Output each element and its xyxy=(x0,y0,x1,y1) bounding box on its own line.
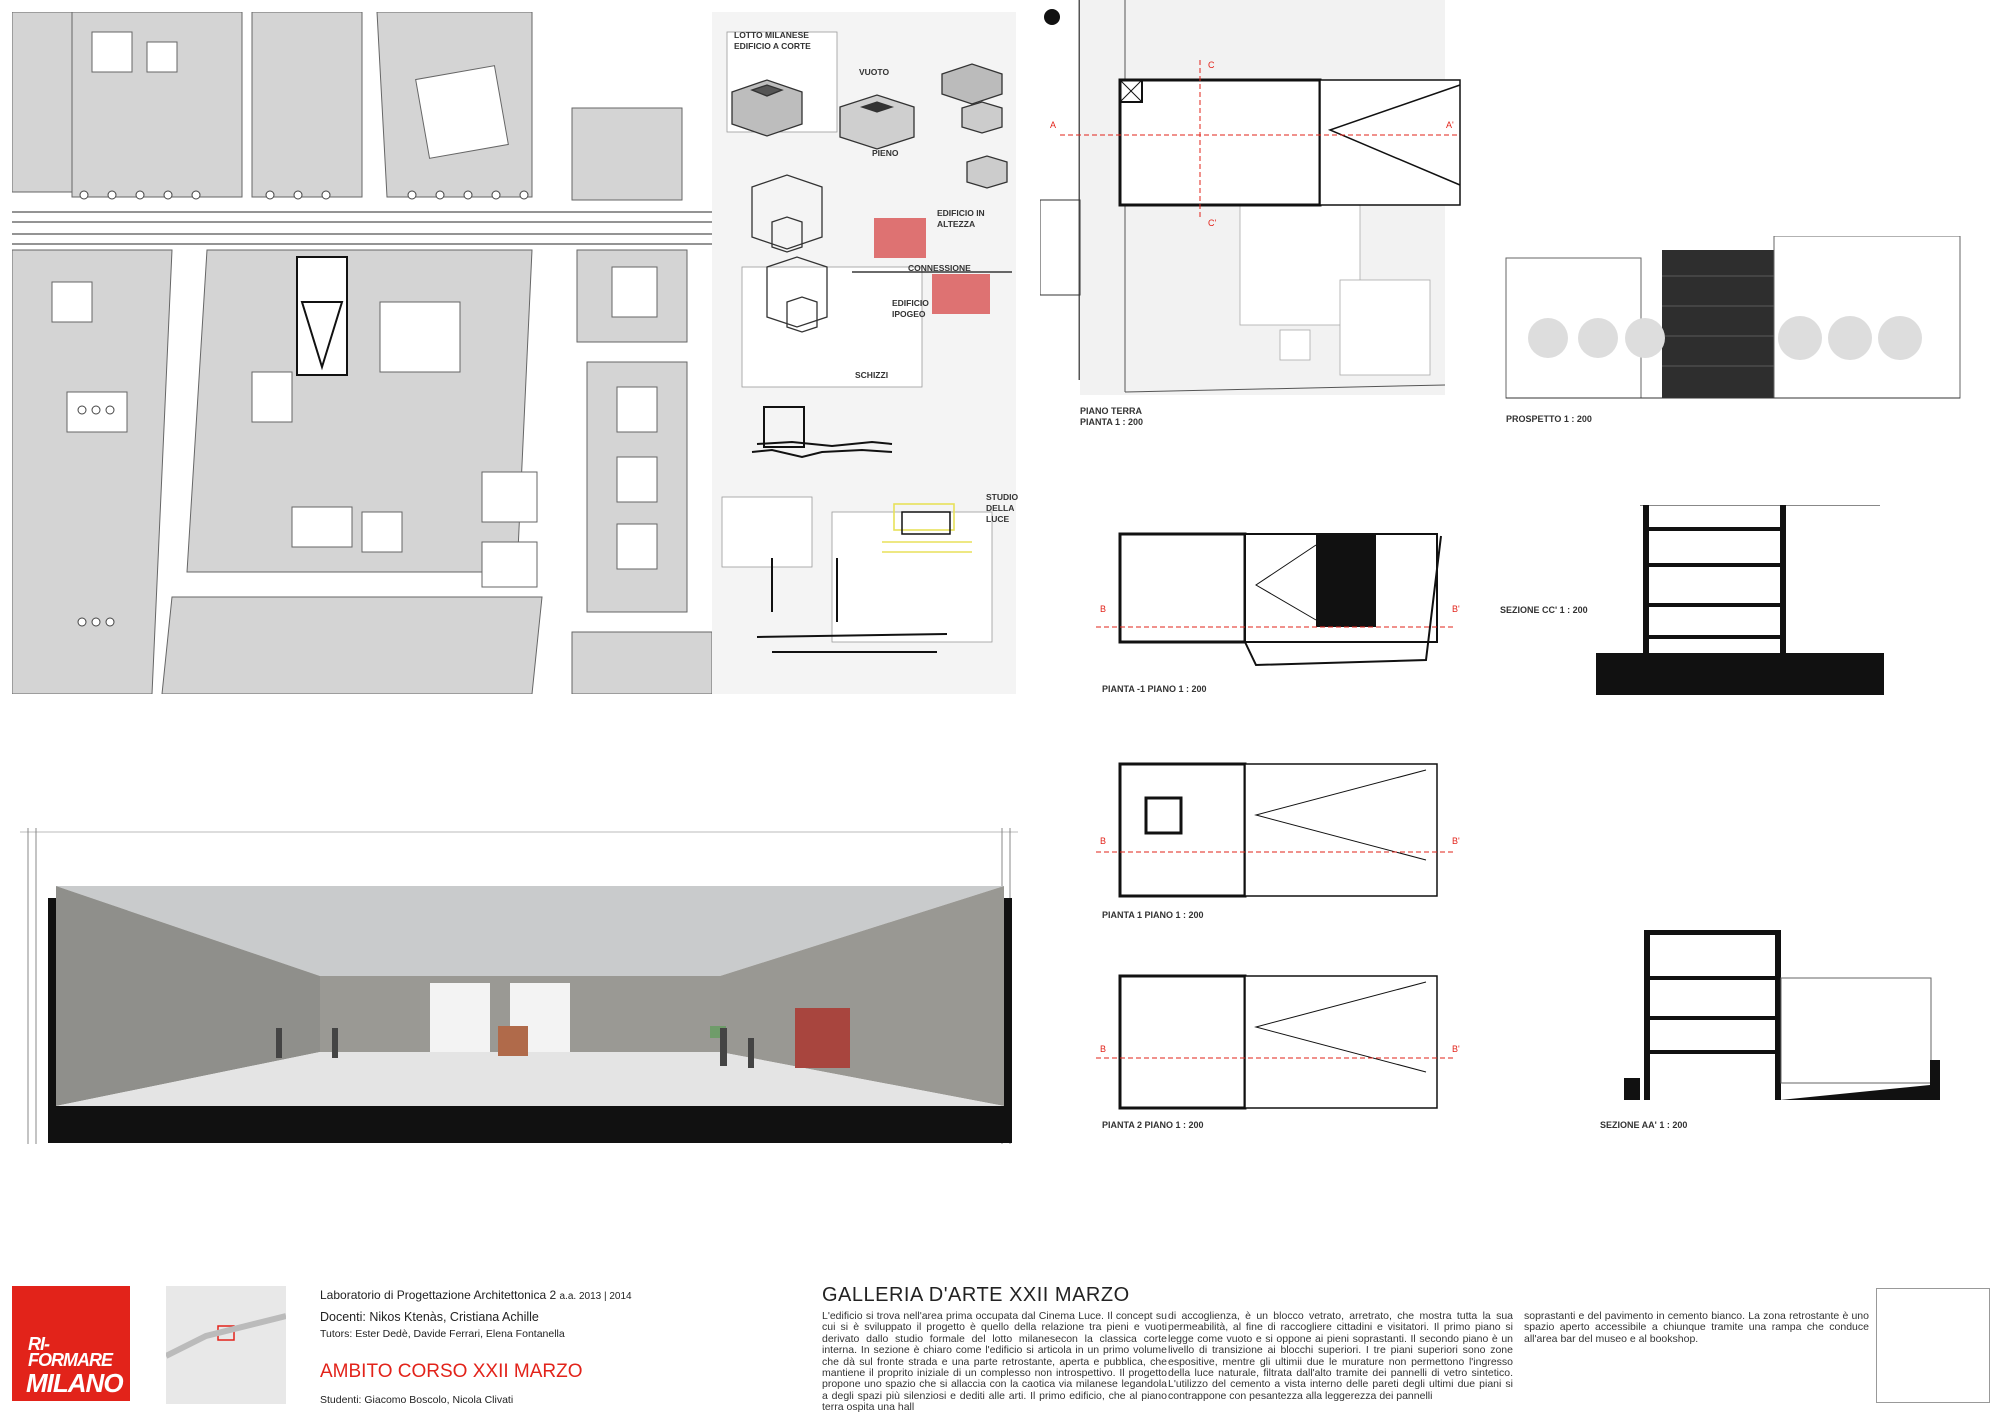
mark-b-2: B xyxy=(1100,1044,1107,1054)
project-title: GALLERIA D'ARTE XXII MARZO xyxy=(822,1284,1130,1306)
label-altezza: EDIFICIO IN ALTEZZA xyxy=(937,208,985,229)
caption-pianta-1: PIANTA 1 PIANO 1 : 200 xyxy=(1102,910,1204,920)
mark-a: A xyxy=(1050,120,1057,130)
label-vuoto: VUOTO xyxy=(859,67,890,77)
empty-stamp-box xyxy=(1876,1288,1990,1403)
mark-b-1: B xyxy=(1100,836,1107,846)
mark-b2-m1: B' xyxy=(1452,604,1460,614)
ambito-title: AMBITO CORSO XXII MARZO xyxy=(320,1361,583,1382)
caption-piano-terra: PIANO TERRA PIANTA 1 : 200 xyxy=(1080,406,1144,427)
site-plan-drawing xyxy=(12,12,1019,694)
description-column-1: L'edificio si trova nell'area prima occupata dal Cinema Luce. Il concept su cui si è sviluppato il progetto è quello della relazione tra pieni e vuoti derivato dallo studio formale del lotto milanesecon la classica corte interna. In sezione è chiaro come l'edificio si articola in un primo volume che dà sul fronte strada e una parte retrostante, aperta e pubblica, che mantiene il proprito iniziale di un complesso non introspettivo. Il progetto propone uno spazio che si allaccia con la caotica via milanese legandola a degli spazi più silenziosi e dediti alle arti. Il primo edificio, che al piano terra ospita una hall xyxy=(822,1310,1167,1414)
label-studio: STUDIO DELLA LUCE xyxy=(986,492,1019,524)
label-schizzi: SCHIZZI xyxy=(855,370,889,380)
course-name: Laboratorio di Progettazione Architettonica 2 xyxy=(320,1288,557,1302)
logo-line-2: FORMARE xyxy=(28,1350,112,1370)
logo-line-3: MILANO xyxy=(26,1368,123,1398)
label-connessione: CONNESSIONE xyxy=(908,263,971,273)
riformare-milano-logo xyxy=(12,1286,130,1401)
label-ipogeo: EDIFICIO IPOGEO xyxy=(892,298,929,319)
mark-b-m1: B xyxy=(1100,604,1107,614)
interior-render xyxy=(20,828,1018,1144)
mark-b2-2: B' xyxy=(1452,1044,1460,1054)
course-line xyxy=(320,1288,632,1302)
academic-year: a.a. 2013 | 2014 xyxy=(559,1291,632,1302)
elevation-drawing xyxy=(1500,236,1962,436)
plan-ground-floor xyxy=(1040,0,1470,440)
docenti: Docenti: Nikos Ktenàs, Cristiana Achille xyxy=(320,1310,539,1324)
mark-b2-1: B' xyxy=(1452,836,1460,846)
caption-sezione-cc: SEZIONE CC' 1 : 200 xyxy=(1500,605,1588,615)
mark-c: C xyxy=(1208,60,1215,70)
caption-prospetto: PROSPETTO 1 : 200 xyxy=(1506,414,1592,424)
urban-site-map xyxy=(12,12,1019,694)
description-column-2: di accoglienza, è un blocco vetrato, arretrato, che mostra tutta la sua permeabilità, al fine di raccogliere cittadini e visitatori. Il primo piano si legge come vuoto e si oppone ai pieni soprastanti. Il secondo piano è un livello di transizione ai blocchi superiori. I tre piani superiori sono zone espositive, mentre gli ultimii due le murature non permettono l'ingresso della luce naturale, filtrata dall'alto tramite dei pannelli di vetro sintetico. L'utilizzo del cemento a vista interno delle pareti degli ultimi due piani si contrappone con pesantezza alla leggerezza dei pannelli xyxy=(1168,1310,1513,1402)
students: Studenti: Giacomo Boscolo, Nicola Clivati xyxy=(320,1394,514,1406)
caption-sezione-aa: SEZIONE AA' 1 : 200 xyxy=(1600,1120,1688,1130)
section-aa xyxy=(1600,920,1960,1130)
mark-a2: A' xyxy=(1446,120,1454,130)
plan-basement xyxy=(1096,530,1466,700)
caption-pianta-m1: PIANTA -1 PIANO 1 : 200 xyxy=(1102,684,1207,694)
description-column-3: soprastanti e del pavimento in cemento bianco. La zona retrostante è uno spazio aperto accessibile a chiunque tramite una rampa che conduce all'area bar del museo e al bookshop. xyxy=(1524,1310,1869,1345)
label-pieno: PIENO xyxy=(872,148,899,158)
section-cc xyxy=(1500,505,1900,695)
caption-pianta-2: PIANTA 2 PIANO 1 : 200 xyxy=(1102,1120,1204,1130)
location-thumbnail-map xyxy=(166,1286,286,1404)
plan-second-floor xyxy=(1096,972,1466,1134)
tutors: Tutors: Ester Dedè, Davide Ferrari, Elena Fontanella xyxy=(320,1328,565,1340)
mark-c2: C' xyxy=(1208,218,1217,228)
plan-first-floor xyxy=(1096,760,1466,922)
logo-line-1: RI- xyxy=(28,1334,49,1354)
label-lotto: LOTTO MILANESE EDIFICIO A CORTE xyxy=(734,30,811,51)
